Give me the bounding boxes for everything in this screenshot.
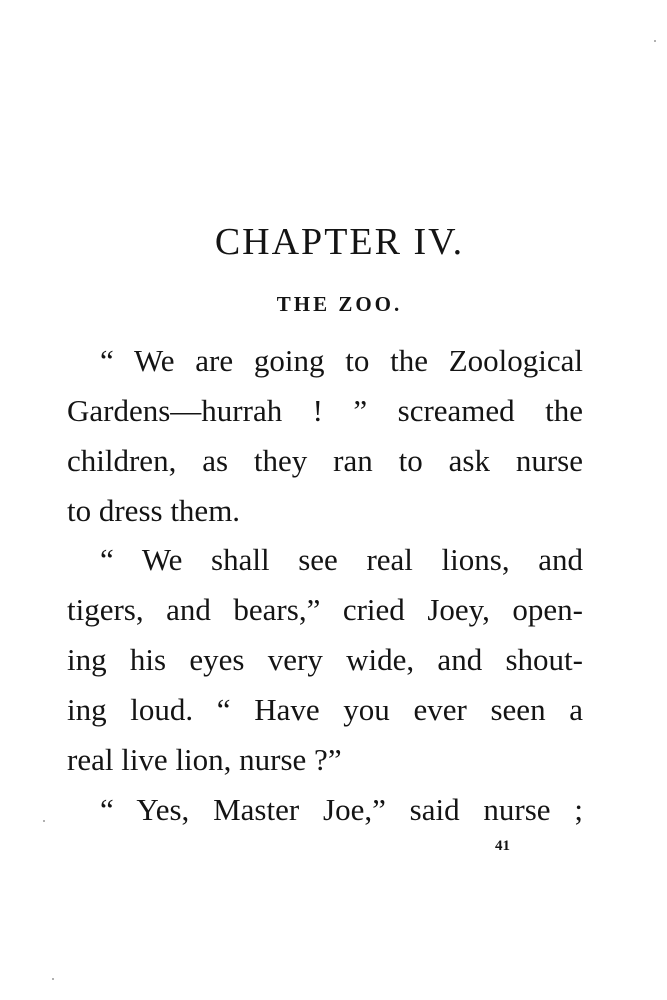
chapter-heading: CHAPTER IV.	[214, 221, 465, 263]
text-line: real live lion, nurse ?”	[67, 742, 342, 777]
paper-speck	[43, 820, 45, 822]
text-line: ing his eyes very wide, and shout-	[67, 642, 583, 677]
paper-speck	[654, 40, 656, 42]
paper-speck	[52, 978, 54, 980]
text-line: ing loud. “ Have you ever seen a	[67, 692, 583, 727]
page-number: 41	[495, 838, 510, 854]
text-line: tigers, and bears,” cried Joey, open-	[67, 592, 583, 627]
text-line: “ We shall see real lions, and	[100, 542, 583, 577]
text-line: “ Yes, Master Joe,” said nurse ;	[100, 792, 583, 827]
text-line: “ We are going to the Zoological	[100, 343, 583, 378]
text-line: Gardens—hurrah ! ” screamed the	[67, 393, 583, 428]
text-line: to dress them.	[67, 493, 241, 528]
chapter-subtitle: THE ZOO.	[276, 292, 403, 316]
text-line: children, as they ran to ask nurse	[67, 443, 583, 478]
